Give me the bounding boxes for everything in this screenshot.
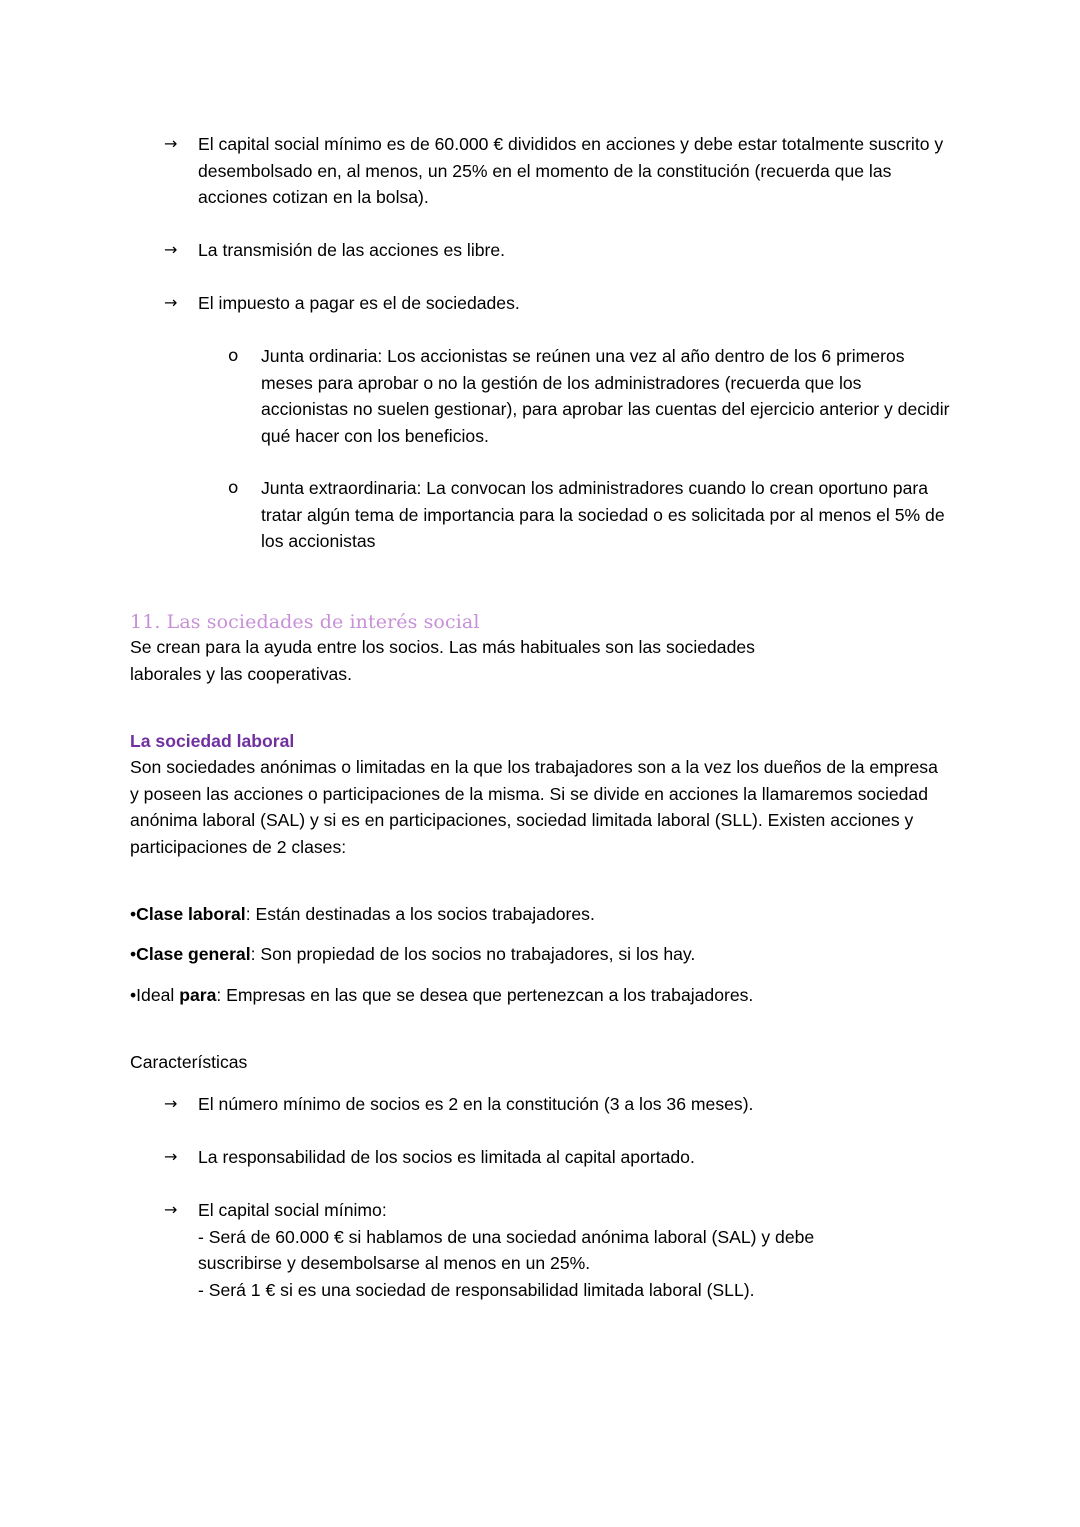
dot-bold: Clase laboral <box>136 904 246 924</box>
circle-bullet-icon: o <box>228 346 239 366</box>
bullet-text: El número mínimo de socios es 2 en la constitución (3 a los 36 meses). <box>198 1094 754 1114</box>
dot-item-ideal-para <box>130 982 753 1009</box>
circle-bullet-icon: o <box>228 478 239 498</box>
arrow-icon: → <box>164 1094 178 1113</box>
dot-prefix: • <box>130 904 137 924</box>
dot-item-clase-laboral <box>130 901 595 928</box>
capital-title: El capital social mínimo: <box>198 1200 387 1220</box>
arrow-icon: → <box>164 1200 178 1219</box>
capital-line-sll: - Será 1 € si es una sociedad de responsabilidad limitada laboral (SLL). <box>198 1279 755 1300</box>
section-heading: 11. Las sociedades de interés social <box>130 611 480 633</box>
subsection-body: Son sociedades anónimas o limitadas en la que los trabajadores son a la vez los dueños de la empresa y poseen las acciones o participaciones de la misma. Si se divide en acciones la llamaremos sociedad anónima laboral (SAL) y si es en participaciones, sociedad limitada laboral (SLL). Existen acciones y participaciones de 2 clases: <box>130 757 938 857</box>
caracteristicas-label: Características <box>130 1052 248 1072</box>
capital-line-sal: - Será de 60.000 € si hablamos de una sociedad anónima laboral (SAL) y debe suscribirse y desembolsarse al menos en un 25%. <box>198 1226 815 1273</box>
arrow-icon: → <box>164 240 178 259</box>
dot-rest: : Empresas en las que se desea que pertenezcan a los trabajadores. <box>216 985 754 1005</box>
bullet-text: La responsabilidad de los socios es limitada al capital aportado. <box>198 1147 695 1167</box>
bullet-text: La transmisión de las acciones es libre. <box>198 240 506 260</box>
dot-bold: Clase general <box>136 944 251 964</box>
bullet-text: El impuesto a pagar es el de sociedades. <box>198 293 520 313</box>
dot-bold: para <box>179 985 217 1005</box>
sub-bullet-text: Junta ordinaria: Los accionistas se reúnen una vez al año dentro de los 6 primeros meses para aprobar o no la gestión de los administradores (recuerda que los accionistas no suelen gestionar), para aprobar las cuentas del ejercicio anterior y decidir qué hacer con los beneficios. <box>261 346 950 446</box>
dot-prefix: •Ideal <box>130 985 180 1005</box>
dot-rest: : Están destinadas a los socios trabajadores. <box>245 904 595 924</box>
bullet-text-block <box>198 1197 838 1303</box>
arrow-icon: → <box>164 1147 178 1166</box>
dot-rest: : Son propiedad de los socios no trabajadores, si los hay. <box>250 944 696 964</box>
sub-bullet-text: Junta extraordinaria: La convocan los administradores cuando lo crean oportuno para tratar algún tema de importancia para la sociedad o es solicitada por al menos el 5% de los accionistas <box>261 478 945 551</box>
section-intro: Se crean para la ayuda entre los socios. Las más habituales son las sociedades laborales y las cooperativas. <box>130 637 755 684</box>
arrow-icon: → <box>164 134 178 153</box>
arrow-icon: → <box>164 293 178 312</box>
bullet-text: El capital social mínimo es de 60.000 € divididos en acciones y debe estar totalmente suscrito y desembolsado en, al menos, un 25% en el momento de la constitución (recuerda que las acciones cotizan en la bolsa). <box>198 134 944 207</box>
dot-prefix: • <box>130 944 137 964</box>
subsection-title: La sociedad laboral <box>130 731 295 751</box>
dot-item-clase-general <box>130 941 695 968</box>
